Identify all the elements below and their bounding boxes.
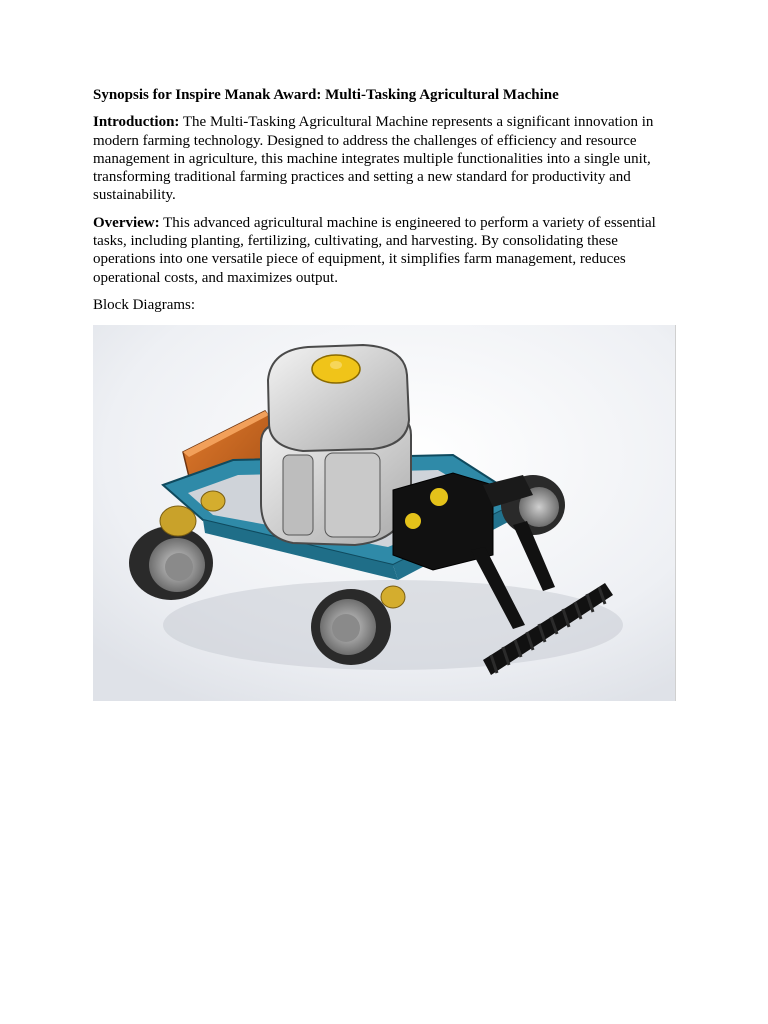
overview-text: This advanced agricultural machine is engineered to perform a variety of essential tasks, including planting, fertilizing, cultivating, and harvesting. By consolidating these operations into one versatile piece of equipment, it simplifies farm management, reduces operational costs, and maximizes output. xyxy=(93,214,656,286)
overview-label: Overview: xyxy=(93,214,160,231)
overview-paragraph xyxy=(93,214,677,287)
rear-left-wheel xyxy=(129,526,213,600)
introduction-text: The Multi-Tasking Agricultural Machine represents a significant innovation in modern farming technology. Designed to address the challenges of efficiency and resource management in agriculture, this machine integrates multiple functionalities into a single unit, transforming traditional farming practices and setting a new standard for productivity and sustainability. xyxy=(93,114,654,204)
document-title: Synopsis for Inspire Manak Award: Multi-Tasking Agricultural Machine xyxy=(93,87,559,103)
machine-render-svg xyxy=(93,325,675,701)
engine-unit xyxy=(261,345,411,545)
document-body xyxy=(93,86,677,317)
figure-caption: Block Diagrams: xyxy=(93,296,196,313)
front-left-wheel xyxy=(311,589,391,665)
machine-render-image xyxy=(93,325,676,701)
introduction-paragraph xyxy=(93,113,677,204)
introduction-label: Introduction: xyxy=(93,114,180,131)
